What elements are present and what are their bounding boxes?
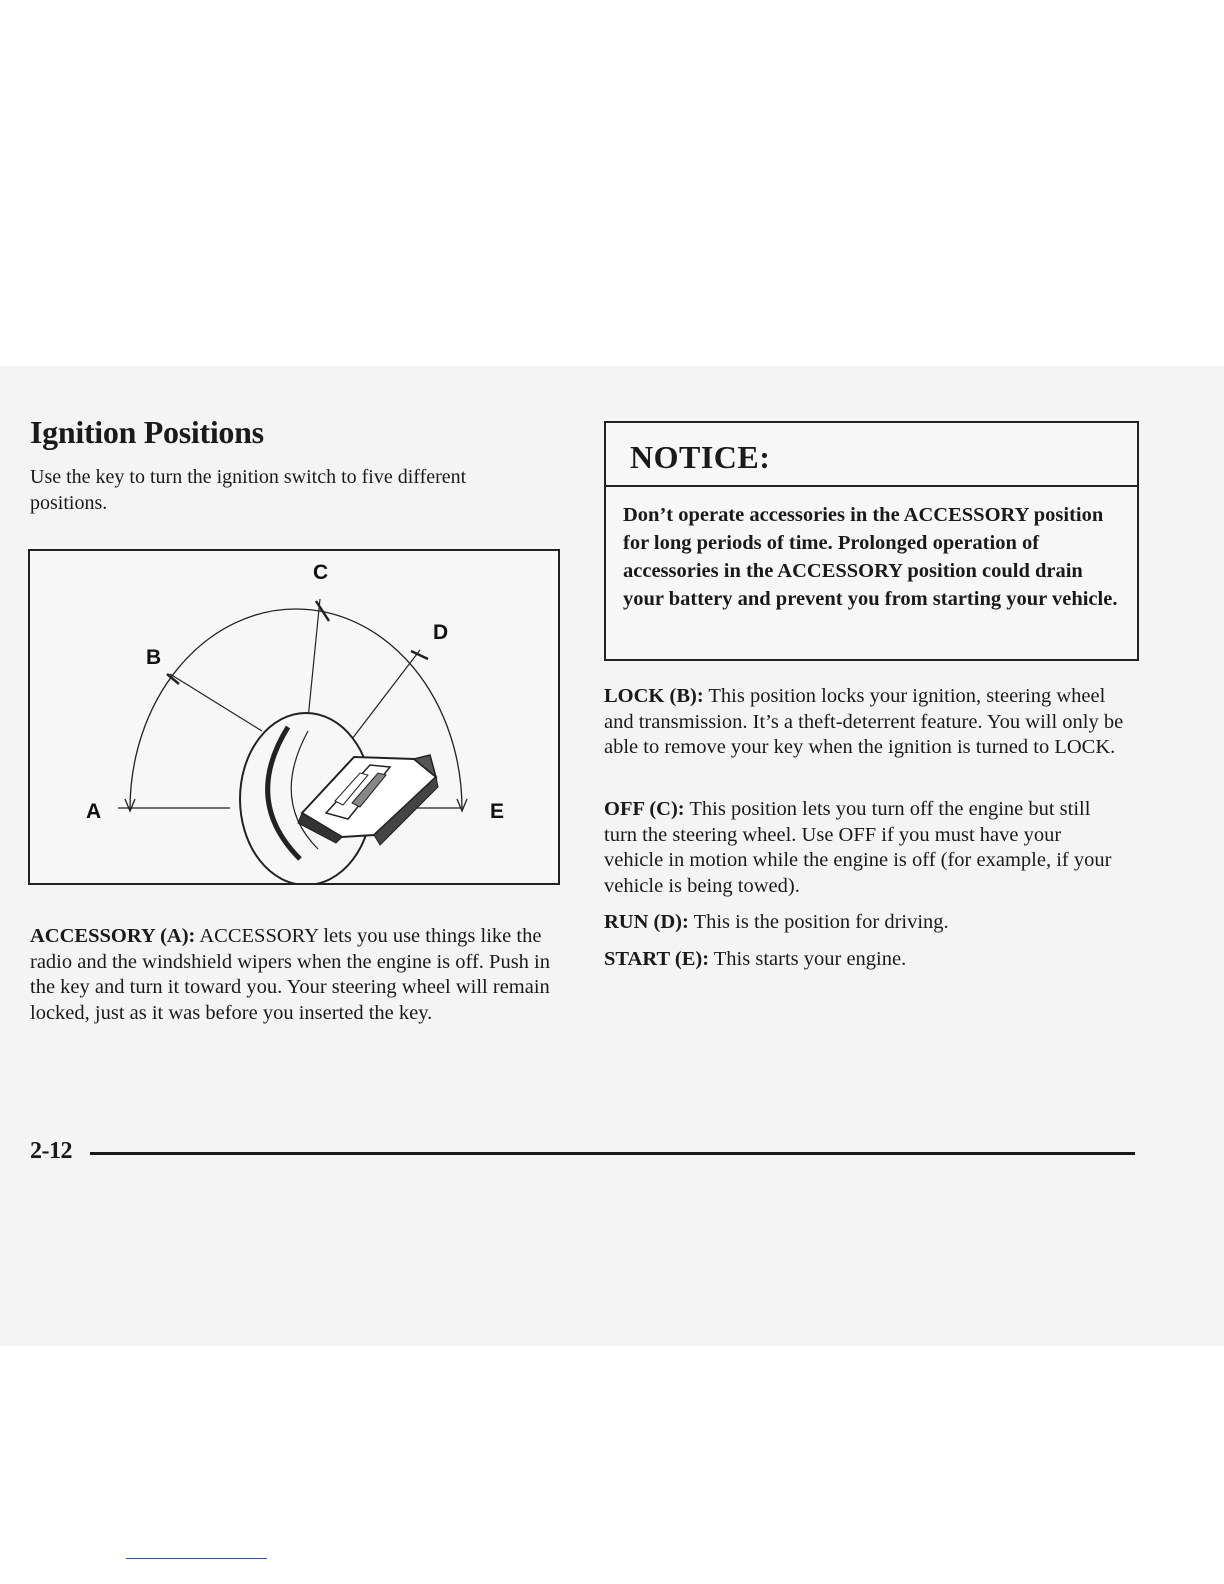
notice-box <box>604 421 1139 661</box>
label-e: E <box>490 800 505 823</box>
label-d: D <box>433 621 449 644</box>
leader-b <box>170 674 262 731</box>
page-title: Ignition Positions <box>30 414 264 450</box>
lock-paragraph <box>604 684 1124 761</box>
accessory-term: ACCESSORY (A): <box>30 925 196 947</box>
footer-rule <box>90 1152 1135 1155</box>
start-term: START (E): <box>604 948 710 970</box>
label-c: C <box>313 561 329 584</box>
run-text: This is the position for driving. <box>688 911 949 933</box>
notice-body: Don’t operate accessories in the ACCESSORY position for long periods of time. Prolonged operation of accessories in the ACCESSORY position could drain your battery and prevent you from starting your vehicle. <box>623 504 1118 610</box>
leader-d <box>352 650 420 739</box>
off-term: OFF (C): <box>604 798 685 820</box>
label-b: B <box>146 646 162 669</box>
lock-term: LOCK (B): <box>604 685 704 707</box>
leader-c <box>308 599 320 719</box>
intro-text: Use the key to turn the ignition switch to five different positions. <box>30 466 467 514</box>
label-a: A <box>86 800 102 823</box>
bottom-rule <box>126 1558 267 1559</box>
start-paragraph <box>604 947 1124 973</box>
lock-text: This position locks your ignition, steering wheel and transmission. It’s a theft-deterrent feature. You will only be able to remove your key when the ignition is turned to LOCK. <box>604 685 1124 758</box>
ignition-diagram <box>28 549 560 885</box>
ignition-diagram-drawing <box>30 551 558 883</box>
accessory-paragraph <box>30 924 550 1026</box>
notice-heading: NOTICE: <box>606 423 1137 487</box>
accessory-text: ACCESSORY lets you use things like the radio and the windshield wipers when the engine is off. Push in the key and turn it toward you. Your steering wheel will remain locked, just as it was before you inserted the key. <box>30 925 551 1024</box>
page-number: 2-12 <box>30 1138 72 1164</box>
off-text: This position lets you turn off the engine but still turn the steering wheel. Use OFF if you must have your vehicle in motion while the engine is off (for example, if your vehicle is being towed). <box>604 798 1112 897</box>
off-paragraph <box>604 797 1124 899</box>
start-text: This starts your engine. <box>709 948 907 970</box>
run-term: RUN (D): <box>604 911 689 933</box>
run-paragraph <box>604 910 1124 936</box>
